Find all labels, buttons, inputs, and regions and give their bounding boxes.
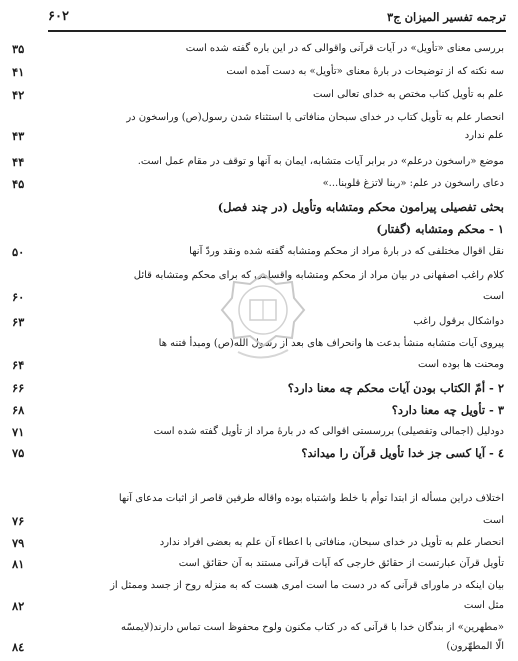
toc-entry-text: بیان اینکه در ماورای قرآنی که در دست ما است امری هست که به منزله روح از جسد وممثل از xyxy=(110,580,504,591)
toc-entry-text: دعای راسخون در علم: «ربنا لاتزغ قلوبنا...» xyxy=(322,178,504,189)
subsection-heading-text: ۱ - محکم ومتشابه (گفتار) xyxy=(376,222,504,236)
subsection-heading xyxy=(0,220,518,238)
toc-entry-text: بررسی معنای «تأویل» در آیات قرآنی واقوالی که در این باره گفته شده است xyxy=(185,43,504,54)
section-heading-text: بحثی تفصیلی پیرامون محکم ومتشابه وتأویل (در چند فصل) xyxy=(217,200,504,214)
toc-entry xyxy=(0,577,518,595)
toc-entry-text: است xyxy=(483,291,504,302)
toc-entry-text: است xyxy=(483,515,504,526)
toc-entry-page: ۸۱ xyxy=(12,557,25,571)
toc-entry-page: ۴۵ xyxy=(12,177,25,191)
toc-entry-page: ۴۲ xyxy=(12,88,25,102)
toc-entry xyxy=(0,555,518,573)
subsection-heading xyxy=(0,444,518,462)
toc-entry-page: ۶۸ xyxy=(12,403,25,417)
toc-entry-text: مثل است xyxy=(463,600,504,611)
toc-entry-text: علم ندارد xyxy=(464,130,504,141)
toc-entry xyxy=(0,638,518,656)
toc-entry-text: کلام راغب اصفهانی در بیان مراد از محکم ومتشابه واقسامی که برای محکم ومتشابه قائل xyxy=(133,270,504,281)
toc-entry xyxy=(0,86,518,104)
toc-entry-page: ۵۰ xyxy=(12,245,25,259)
toc-entry-page: ۶۳ xyxy=(12,315,25,329)
toc-entry-text: «مطهرین» از بندگان خدا با قرآنی که در کتاب مکنون ولوح محفوظ است تماس دارند(لایمسّه xyxy=(120,622,504,633)
toc-entry xyxy=(0,40,518,58)
toc-entry xyxy=(0,243,518,261)
toc-entry-page: ۴۱ xyxy=(12,65,25,79)
toc-entry-text: انحصار علم به تأویل در خدای سبحان، منافاتی با اعطاء آن علم به بعضی افراد ندارد xyxy=(159,537,504,548)
toc-entry-page: ۸۲ xyxy=(12,599,25,613)
toc-entry-page: ۶۴ xyxy=(12,358,25,372)
toc-entry xyxy=(0,63,518,81)
toc-entry-page: ۶۶ xyxy=(12,381,25,395)
toc-entry xyxy=(0,127,518,145)
subsection-heading-text: ٤ - آیا کسی جز خدا تأویل قرآن را میداند؟ xyxy=(301,446,504,460)
toc-entry xyxy=(0,423,518,441)
section-heading xyxy=(0,198,518,216)
toc-entry xyxy=(0,153,518,171)
toc-entry-page: ۷۹ xyxy=(12,536,25,550)
subsection-heading xyxy=(0,379,518,397)
toc-entry-page: ۷۵ xyxy=(12,446,25,460)
toc-entry-text: پیروی آیات متشابه منشأ بدعت ها وانحراف های بعد از رسول الله(ص) ومبدأ فتنه ها xyxy=(158,338,504,349)
toc-entry-text: دواشکال برقول راغب xyxy=(413,316,504,327)
subsection-heading-text: ۲ - أمّ الکتاب بودن آیات محکم چه معنا دارد؟ xyxy=(287,381,504,395)
toc-entry-text: اختلاف دراین مسأله از ابتدا توأم با خلط واشتباه بوده واقاله طرفین قاصر از اثبات مدعای آنها xyxy=(118,493,504,504)
toc-entry xyxy=(0,619,518,637)
toc-entry-text: موضع «راسخون درعلم» در برابر آیات متشابه، ایمان به آنها و توقف در مقام عمل است. xyxy=(137,156,504,167)
toc-entry-text: تأویل قرآن عبارتست از حقائق خارجی که آیات قرآنی مستند به آن حقائق است xyxy=(178,558,504,569)
toc-entry-text: سه نکته که از توضیحات در بارهٔ معنای «تأویل» به دست آمده است xyxy=(226,66,504,77)
toc-entry xyxy=(0,597,518,615)
toc-entry xyxy=(0,175,518,193)
page-header xyxy=(48,8,506,32)
page-number: ۶۰۲ xyxy=(48,9,69,24)
toc-entry-page: ۴۳ xyxy=(12,129,25,143)
toc-entry-page: ۷۱ xyxy=(12,425,25,439)
toc-entry-page: ۸٤ xyxy=(12,640,25,654)
toc-entry xyxy=(0,512,518,530)
toc-entry-text: ومحنت ها بوده است xyxy=(418,359,504,370)
book-title: ترجمه تفسیر المیزان ج۳ xyxy=(387,10,506,24)
toc-entry xyxy=(0,490,518,508)
toc-entry xyxy=(0,109,518,127)
toc-entry-text: علم به تأویل کتاب مختص به خدای تعالی است xyxy=(312,89,504,100)
subsection-heading xyxy=(0,401,518,419)
toc-entry-page: ۳۵ xyxy=(12,42,25,56)
watermark-emblem-icon xyxy=(218,270,308,370)
toc-entry-text: الّا المطهّرون) xyxy=(446,641,504,652)
toc-entry-page: ۴۴ xyxy=(12,155,25,169)
library-watermark-logo xyxy=(218,270,308,370)
subsection-heading-text: ۳ - تأویل چه معنا دارد؟ xyxy=(391,403,504,417)
toc-entry-text: دودلیل (اجمالی وتفصیلی) بررسستی اقوالی که در بارهٔ مراد از تأویل گفته شده است xyxy=(153,426,504,437)
toc-entry-page: ۶۰ xyxy=(12,290,25,304)
toc-entry-text: انحصار علم به تأویل کتاب در خدای سبحان منافاتی با استثناء شدن رسول(ص) وراسخون در xyxy=(126,112,504,123)
toc-entry-text: نقل اقوال مختلفی که در بارهٔ مراد از محکم ومتشابه گفته شده ونقد وردّ آنها xyxy=(189,246,504,257)
toc-entry-page: ۷۶ xyxy=(12,514,25,528)
toc-entry xyxy=(0,534,518,552)
